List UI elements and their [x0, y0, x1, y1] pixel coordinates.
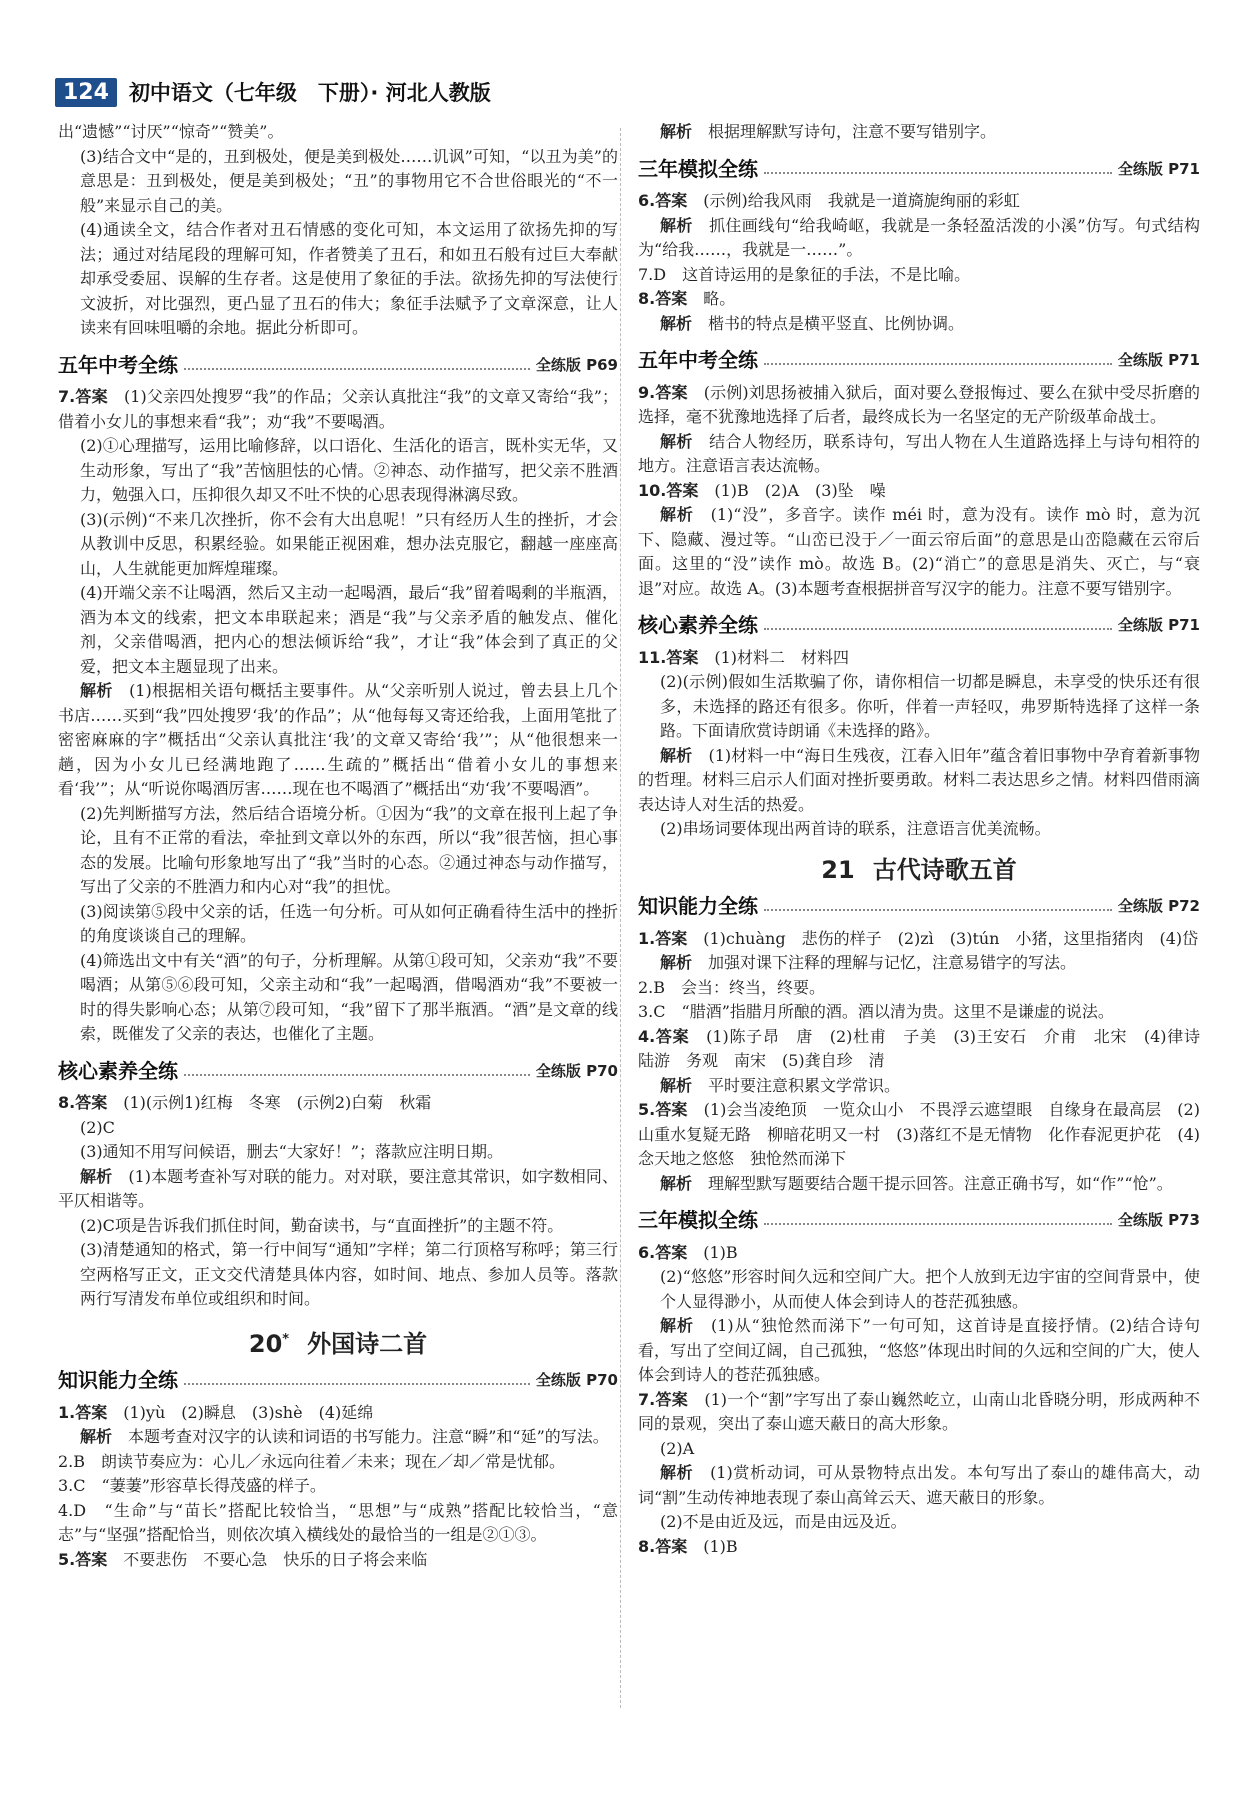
- analysis-text: 楷书的特点是横平竖直、比例协调。: [708, 313, 965, 333]
- text-line: (2)不是由近及远，而是由远及近。: [660, 1512, 907, 1531]
- question-number: 8.: [638, 1536, 656, 1556]
- section-title: 核心素养全练: [638, 613, 758, 637]
- question-number: 6.: [638, 1242, 656, 1262]
- section-ref: 全练版 P73: [1117, 1211, 1200, 1229]
- answer-text: 不要悲伤 不要心急 快乐的日子将会来临: [123, 1549, 428, 1569]
- right-column: [638, 120, 1216, 1559]
- question-10-answer: [638, 479, 1200, 504]
- question-8-answer: [638, 287, 1200, 312]
- section-header: [638, 1208, 1200, 1233]
- analysis-text: (1)从“独怆然而涕下”一句可知，这首诗是直接抒情。(2)结合诗句看，写出了空间辽阔，自己孤独，“悠悠”体现出时间的久远和空间的广大，使人体会到诗人的苍茫孤独感。: [638, 1316, 1200, 1384]
- text-line: (3)阅读第⑤段中父亲的话，任选一句分析。可从如何正确看待生活中的挫折的角度谈谈自己的理解。: [80, 901, 618, 945]
- analysis-label: 解析: [660, 1316, 694, 1335]
- question-number: 5.: [638, 1100, 656, 1119]
- analysis-text: 理解型默写题要结合题干提示回答。注意正确书写，如“作”“怆”。: [708, 1173, 1173, 1193]
- column-divider: [620, 128, 621, 1708]
- answer-text: (示例)刘思扬被捕入狱后，面对要么登报悔过、要么在狱中受尽折磨的选择，毫不犹豫地选择了后者，最终成长为一名坚定的无产阶级革命战士。: [638, 382, 1200, 426]
- dotted-leader: [184, 1383, 530, 1385]
- section-ref: 全练版 P71: [1117, 351, 1200, 369]
- answer-text: (1)会当凌绝顶 一览众山小 不畏浮云遮望眼 自缘身在最高层 (2)山重水复疑无路 柳暗花明又一村 (3)落红不是无情物 化作春泥更护花 (4)念天地之悠悠 独怆然而涕下: [638, 1100, 1200, 1168]
- text-line: (3)清楚通知的格式，第一行中间写“通知”字样；第二行顶格写称呼；第三行空两格写正文，正文交代清楚具体内容，如时间、地点、参加人员等。落款两行写清发布单位或组织和时间。: [80, 1240, 618, 1308]
- section-title: 五年中考全练: [638, 348, 758, 372]
- answer-text: (1)父亲四处搜罗“我”的作品；父亲认真批注“我”的文章又寄给“我”；借着小女儿的事想来看“我”；劝“我”不要喝酒。: [58, 387, 618, 431]
- text-line: (3)(示例)“不来几次挫折，你不会有大出息呢！”只有经历人生的挫折，才会从教训中反思，积累经验。如果能正视困难，想办法克服它，翻越一座座高山，人生就能更加辉煌璀璨。: [80, 509, 618, 578]
- analysis-label: 解析: [660, 313, 693, 333]
- analysis-text: (1)赏析动词，可从景物特点出发。本句写出了泰山的雄伟高大，动词“割”生动传神地表现了泰山高耸云天、遮天蔽日的形象。: [638, 1463, 1200, 1507]
- section-header: [58, 353, 618, 378]
- analysis-label: 解析: [80, 1166, 113, 1186]
- question-1-answer: [638, 927, 1200, 952]
- answer-label: 答案: [75, 1402, 108, 1422]
- section-ref: 全练版 P71: [1117, 616, 1200, 634]
- section-title: 知识能力全练: [58, 1368, 178, 1392]
- question-3: 3.C “腊酒”指腊月所酿的酒。酒以清为贵。这里不是谦虚的说法。: [638, 1002, 1114, 1021]
- question-number: 4.: [638, 1026, 656, 1046]
- text-line: (3)结合文中“是的，丑到极处，便是美到极处……讥讽”可知，“以丑为美”的意思是：丑到极处，便是美到极处；“丑”的事物用它不合世俗眼光的“不一般”来显示自己的美。: [80, 146, 618, 215]
- section-header: [638, 157, 1200, 182]
- answer-text: (1)B (2)A (3)坠 噪: [714, 480, 886, 500]
- section-ref: 全练版 P71: [1117, 159, 1200, 178]
- question-5-answer: [638, 1098, 1200, 1172]
- question-number: 8.: [58, 1093, 76, 1112]
- question-10-analysis: [638, 503, 1200, 601]
- analysis-label: 解析: [660, 1463, 694, 1482]
- text-line: (2)A: [660, 1438, 695, 1458]
- chapter-title: 外国诗二首: [307, 1329, 428, 1358]
- section-header: [638, 894, 1200, 919]
- section-header: [58, 1368, 618, 1393]
- answer-text: (1)材料二 材料四: [714, 647, 850, 667]
- chapter-title: 古代诗歌五首: [872, 855, 1017, 884]
- text-line: (4)通读全文，结合作者对丑石情感的变化可知，本文运用了欲扬先抑的写法；通过对结尾段的理解可知，作者赞美了丑石，和如丑石般有过巨大奉献却承受委屈、误解的生存者。这是使用了象征的手法。欲扬先抑的写法使行文波折，对比强烈，更凸显了丑石的伟大；象征手法赋予了文章深意，让人读来有回味咀嚼的余地。据此分析即可。: [80, 220, 618, 337]
- question-1-analysis: [58, 1425, 618, 1450]
- analysis-text: 抓住画线句“给我崎岖，我就是一条轻盈活泼的小溪”仿写。句式结构为“给我……，我就是一……”。: [638, 215, 1200, 259]
- left-column: [58, 120, 618, 1572]
- question-8-analysis: [638, 312, 1200, 337]
- answer-label: 答案: [655, 1389, 689, 1409]
- page-header: [55, 72, 491, 112]
- text-line: (4)筛选出文中有关“酒”的句子，分析理解。从第①段可知，父亲劝“我”不要喝酒；从第⑤⑥段可知，父亲主动和“我”一起喝酒，借喝酒劝“我”不要被一时的得失影响心态；从第⑦段可知，“我”留下了那半瓶酒。“酒”是文章的线索，既催发了父亲的表达，也催化了主题。: [80, 950, 618, 1043]
- answer-label: 答案: [666, 647, 699, 667]
- section-title: 三年模拟全练: [638, 156, 758, 181]
- question-7-answer: [58, 385, 618, 434]
- analysis-label: 解析: [80, 681, 113, 700]
- answer-text: (示例)给我风雨 我就是一道旖旎绚丽的彩虹: [703, 191, 1020, 210]
- question-7: 7.D 这首诗运用的是象征的手法，不是比喻。: [638, 264, 971, 284]
- section-header: [58, 1059, 618, 1084]
- answer-text: (1)yù (2)瞬息 (3)shè (4)延绵: [123, 1402, 374, 1422]
- answer-label: 答案: [75, 1093, 108, 1112]
- question-7-answer: [638, 1388, 1200, 1437]
- analysis-line: [638, 120, 1200, 145]
- answer-label: 答案: [655, 1026, 690, 1046]
- dotted-leader: [184, 368, 530, 370]
- question-11-answer: [638, 646, 1200, 671]
- question-number: 7.: [58, 387, 76, 406]
- question-number: 8.: [638, 289, 656, 308]
- answer-text: (1)B: [703, 1242, 738, 1262]
- analysis-label: 解析: [660, 1173, 693, 1193]
- question-11-analysis: [638, 744, 1200, 818]
- section-header: [638, 613, 1200, 638]
- text-line: (2)①心理描写，运用比喻修辞，以口语化、生活化的语言，既朴实无华，又生动形象，写出了“我”苦恼胆怯的心情。②神态、动作描写，把父亲不胜酒力，勉强入口，压抑很久却又不吐不快的心思表现得淋漓尽致。: [80, 436, 618, 504]
- answer-text: 略。: [703, 289, 736, 308]
- answer-label: 答案: [655, 1242, 688, 1262]
- dotted-leader: [764, 1223, 1112, 1225]
- analysis-text: (1)本题考查补写对联的能力。对对联，要注意其常识，如字数相同、平仄相谐等。: [58, 1166, 618, 1210]
- answer-label: 答案: [75, 387, 108, 406]
- text-line: (2)(示例)假如生活欺骗了你，请你相信一切都是瞬息，未享受的快乐还有很多，未选择的路还有很多。你听，伴着一声轻叹，弗罗斯特选择了这样一条路。下面请欣赏诗朗诵《未选择的路》。: [660, 672, 1200, 740]
- analysis-text: 本题考查对汉字的认读和词语的书写能力。注意“瞬”和“延”的写法。: [128, 1427, 609, 1446]
- question-8-answer: [58, 1091, 618, 1116]
- answer-text: (1)(示例1)红梅 冬寒 (示例2)白菊 秋霜: [123, 1093, 432, 1112]
- section-title: 五年中考全练: [58, 352, 178, 377]
- section-title: 知识能力全练: [638, 894, 758, 918]
- text-line: (2)C: [80, 1117, 115, 1137]
- analysis-text: 根据理解默写诗句，注意不要写错别字。: [708, 122, 997, 141]
- dotted-leader: [764, 628, 1112, 630]
- analysis-label: 解析: [660, 1075, 693, 1095]
- question-8-analysis: [58, 1165, 618, 1214]
- question-1-analysis: [638, 951, 1200, 976]
- answer-label: 答案: [75, 1549, 108, 1569]
- analysis-label: 解析: [660, 122, 693, 141]
- analysis-label: 解析: [660, 745, 693, 765]
- chapter-number: 20*: [248, 1329, 290, 1358]
- question-7-analysis: [638, 1461, 1200, 1510]
- answer-text: (1)chuàng 悲伤的样子 (2)zì (3)tún 小猪，这里指猪肉 (4)岱: [703, 928, 1199, 948]
- question-1-answer: [58, 1401, 618, 1426]
- question-9-answer: [638, 381, 1200, 430]
- analysis-label: 解析: [660, 431, 693, 451]
- book-title: 初中语文（七年级 下册）· 河北人教版: [128, 81, 491, 105]
- answer-label: 答案: [655, 289, 688, 308]
- analysis-text: (1)“没”，多音字。读作 méi 时，意为没有。读作 mò 时，意为沉下、隐藏、漫过等。“山峦已没于／一面云帘后面”的意思是山峦隐藏在云帘后面。这里的“没”读作 mò。故选 B。(2)“消亡”的意思是消失、灭亡，与“衰退”对应。故选 A。(3)本题考查根据拼音写汉字的能力。注意不要写错别字。: [638, 505, 1200, 598]
- question-4-analysis: [638, 1074, 1200, 1099]
- analysis-label: 解析: [660, 505, 694, 524]
- question-number: 11.: [638, 647, 667, 667]
- question-3: 3.C “萋萋”形容草长得茂盛的样子。: [58, 1476, 326, 1495]
- analysis-label: 解析: [660, 953, 693, 972]
- question-6-answer: [638, 189, 1200, 214]
- question-6-answer: [638, 1241, 1200, 1266]
- section-header: [638, 348, 1200, 373]
- question-8-answer: [638, 1535, 1200, 1560]
- question-2: 2.B 会当：终当，终要。: [638, 977, 826, 997]
- dotted-leader: [764, 909, 1112, 911]
- section-title: 三年模拟全练: [638, 1208, 758, 1232]
- answer-text: (1)一个“割”字写出了泰山巍然屹立，山南山北昏晓分明，形成两种不同的景观，突出了泰山遮天蔽日的高大形象。: [638, 1389, 1200, 1433]
- analysis-label: 解析: [80, 1427, 113, 1446]
- analysis-label: 解析: [660, 215, 693, 235]
- answer-label: 答案: [655, 928, 688, 948]
- question-number: 7.: [638, 1389, 656, 1409]
- analysis-text: (1)根据相关语句概括主要事件。从“父亲听别人说过，曾去县上几个书店……买到“我”四处搜罗‘我’的作品”；从“他每每又寄还给我，上面用笔批了密密麻麻的字”概括出“父亲认真批注‘我’的文章又寄给‘我’”；从“他很想来一趟，因为小女儿已经满地跑了……生疏的”概括出“借着小女儿的事想来看‘我’”；从“听说你喝酒厉害……现在也不喝酒了”概括出“劝‘我’不要喝酒”。: [58, 681, 618, 798]
- chapter-heading: [638, 855, 1200, 884]
- question-5-analysis: [638, 1172, 1200, 1197]
- dotted-leader: [764, 363, 1112, 365]
- chapter-heading: [58, 1328, 618, 1357]
- answer-label: 答案: [655, 1100, 688, 1119]
- question-number: 10.: [638, 480, 667, 500]
- question-number: 1.: [638, 928, 656, 948]
- section-title: 核心素养全练: [58, 1058, 178, 1083]
- answer-text: (1)陈子昂 唐 (2)杜甫 子美 (3)王安石 介甫 北宋 (4)律诗 陆游 务观 南宋 (5)龚自珍 清: [638, 1026, 1216, 1070]
- question-6-analysis: [638, 214, 1200, 263]
- question-2: 2.B 朗读节奏应为：心儿／永远向往着／未来；现在／却／常是忧郁。: [58, 1451, 566, 1471]
- question-number: 1.: [58, 1402, 76, 1422]
- question-number: 5.: [58, 1549, 76, 1569]
- text-line: (2)“悠悠”形容时间久远和空间广大。把个人放到无边宇宙的空间背景中，使个人显得渺小，从而使人体会到诗人的苍茫孤独感。: [660, 1267, 1200, 1311]
- section-ref: 全练版 P70: [535, 1371, 618, 1389]
- question-9-analysis: [638, 430, 1200, 479]
- answer-text: (1)B: [703, 1536, 738, 1556]
- question-5-answer: [58, 1548, 618, 1573]
- answer-label: 答案: [655, 1536, 688, 1556]
- question-number: 9.: [638, 382, 656, 402]
- answer-label: 答案: [666, 480, 699, 500]
- text-line: 出“遗憾”“讨厌”“惊奇”“赞美”。: [58, 122, 284, 141]
- dotted-leader: [184, 1074, 530, 1076]
- analysis-text: 结合人物经历，联系诗句，写出人物在人生道路选择上与诗句相符的地方。注意语言表达流畅。: [638, 431, 1200, 475]
- answer-label: 答案: [655, 382, 688, 402]
- chapter-number: 21: [821, 855, 855, 884]
- text-line: (2)C项是告诉我们抓住时间，勤奋读书，与“直面挫折”的主题不符。: [80, 1215, 564, 1235]
- question-6-analysis: [638, 1314, 1200, 1388]
- analysis-text: 加强对课下注释的理解与记忆，注意易错字的写法。: [708, 953, 1077, 972]
- page-number: 124: [55, 78, 117, 107]
- text-line: (4)开端父亲不让喝酒，然后又主动一起喝酒，最后“我”留着喝剩的半瓶酒，酒为本文的线索，把文本串联起来；酒是“我”与父亲矛盾的触发点、催化剂，父亲借喝酒，把内心的想法倾诉给“我”，才让“我”体会到了真正的父爱，把文本主题显现了出来。: [80, 583, 618, 676]
- section-ref: 全练版 P69: [535, 355, 618, 374]
- question-4-answer: [638, 1025, 1216, 1074]
- analysis-text: (1)材料一中“海日生残夜，江春入旧年”蕴含着旧事物中孕育着新事物的哲理。材料三启示人们面对挫折要勇敢。材料二表达思乡之情。材料四借雨滴表达诗人对生活的热爱。: [638, 745, 1200, 814]
- text-line: (2)先判断描写方法，然后结合语境分析。①因为“我”的文章在报刊上起了争论，且有不正常的看法，牵扯到文章以外的东西，所以“我”很苦恼，担心事态的发展。比喻句形象地写出了“我”当时的心态。②通过神态与动作描写，写出了父亲的不胜酒力和内心对“我”的担忧。: [80, 803, 618, 896]
- question-number: 6.: [638, 191, 656, 210]
- answer-label: 答案: [655, 191, 688, 210]
- section-ref: 全练版 P72: [1117, 897, 1200, 915]
- question-4: 4.D “生命”与“苗长”搭配比较恰当，“思想”与“成熟”搭配比较恰当，“意志”与“坚强”搭配恰当，则依次填入横线处的最恰当的一组是②①③。: [58, 1500, 618, 1544]
- section-ref: 全练版 P70: [535, 1061, 618, 1080]
- question-7-analysis: [58, 679, 618, 802]
- dotted-leader: [764, 172, 1112, 174]
- analysis-text: 平时要注意积累文学常识。: [708, 1075, 901, 1095]
- text-line: (3)通知不用写问候语，删去“大家好！”；落款应注明日期。: [80, 1142, 504, 1161]
- text-line: (2)串场词要体现出两首诗的联系，注意语言优美流畅。: [660, 819, 1051, 838]
